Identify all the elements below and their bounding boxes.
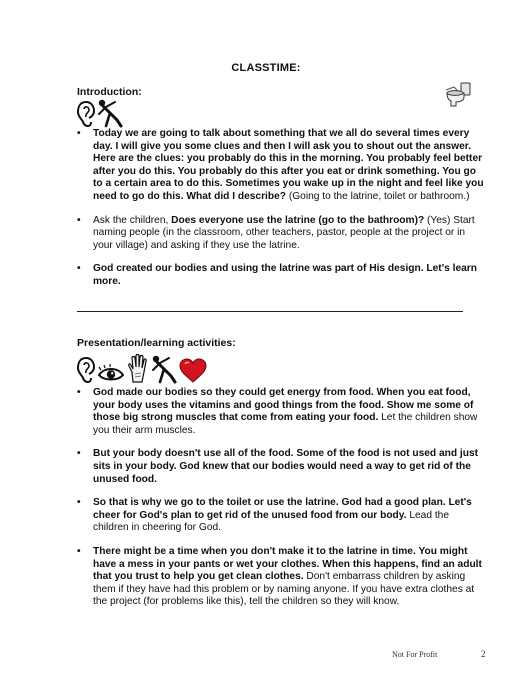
bold-text: So that is why we go to the toilet or use the latrine. God had a good plan. Let's cheer for God's plan to get rid of the unused food from our body. bbox=[93, 497, 472, 521]
page-title: CLASSTIME: bbox=[231, 62, 301, 74]
introduction-heading: Introduction: bbox=[77, 86, 142, 98]
stretching-person-icon bbox=[151, 354, 177, 384]
ear-icon bbox=[77, 356, 95, 384]
eye-icon bbox=[97, 364, 125, 384]
presentation-heading: Presentation/learning activities: bbox=[77, 337, 236, 349]
introduction-icons bbox=[77, 98, 123, 128]
stretching-person-icon bbox=[97, 98, 123, 128]
list-item bbox=[77, 215, 485, 253]
ear-icon bbox=[77, 100, 95, 128]
page-number: 2 bbox=[481, 649, 486, 659]
list-item bbox=[77, 387, 485, 437]
hand-icon bbox=[127, 354, 149, 384]
list-item bbox=[77, 546, 485, 609]
list-item bbox=[77, 448, 485, 486]
normal-text: Lead the children in cheering for God. bbox=[93, 509, 450, 534]
bold-text: But your body doesn't use all of the food. Some of the food is not used and just sits in your body. God knew that our bodies would need a way to get rid of the unused food. bbox=[93, 448, 479, 485]
bold-text: Today we are going to talk about something that we all do several times every day. I will give you some clues and then I will ask you to shout out the answer. Here are the clues: you probably do this in the morning. You probably feel better after you do this. You probably do this after you eat or drink something. You go to a certain area to do this. Sometimes you wake up in the night and feel like you need to go do this. What did I describe? bbox=[93, 128, 484, 202]
normal-text: Don't embarrass children by asking them if they have had this problem or by naming anyone. If you have extra clothes at the project (for problems like this), tell the children so they will know. bbox=[93, 571, 475, 608]
footer-text: Not For Profit bbox=[392, 650, 438, 659]
introduction-bullet-list bbox=[77, 128, 485, 300]
bold-text: God created our bodies and using the latrine was part of His design. Let's learn more. bbox=[93, 263, 477, 287]
normal-text: (Going to the latrine, toilet or bathroom.) bbox=[286, 190, 470, 202]
section-divider bbox=[77, 311, 463, 312]
normal-text: Ask the children, bbox=[93, 214, 172, 226]
toilet-icon bbox=[444, 81, 472, 112]
list-item bbox=[77, 497, 485, 535]
normal-text: (Yes) Start naming people (in the classroom, other teachers, pastor, people at the project or in your village) and asking if they use the latrine. bbox=[93, 214, 475, 251]
heart-icon bbox=[179, 358, 207, 384]
list-item bbox=[77, 128, 485, 204]
bold-text: God made our bodies so they could get energy from food. When you eat food, your body uses the vitamins and good things from the food. Show me some of those big strong muscles that come from eating your food. bbox=[93, 387, 474, 424]
normal-text: Let the children show you their arm muscles. bbox=[93, 412, 478, 436]
presentation-bullet-list bbox=[77, 387, 485, 620]
list-item bbox=[77, 263, 485, 288]
presentation-icons bbox=[77, 354, 207, 384]
bold-text: Does everyone use the latrine (go to the bathroom)? bbox=[171, 214, 425, 226]
bold-text: There might be a time when you don't make it to the latrine in time. You might have a mess in your pants or wet your clothes. When this happens, find an adult that you trust to help you get clean clothes. bbox=[93, 545, 482, 583]
